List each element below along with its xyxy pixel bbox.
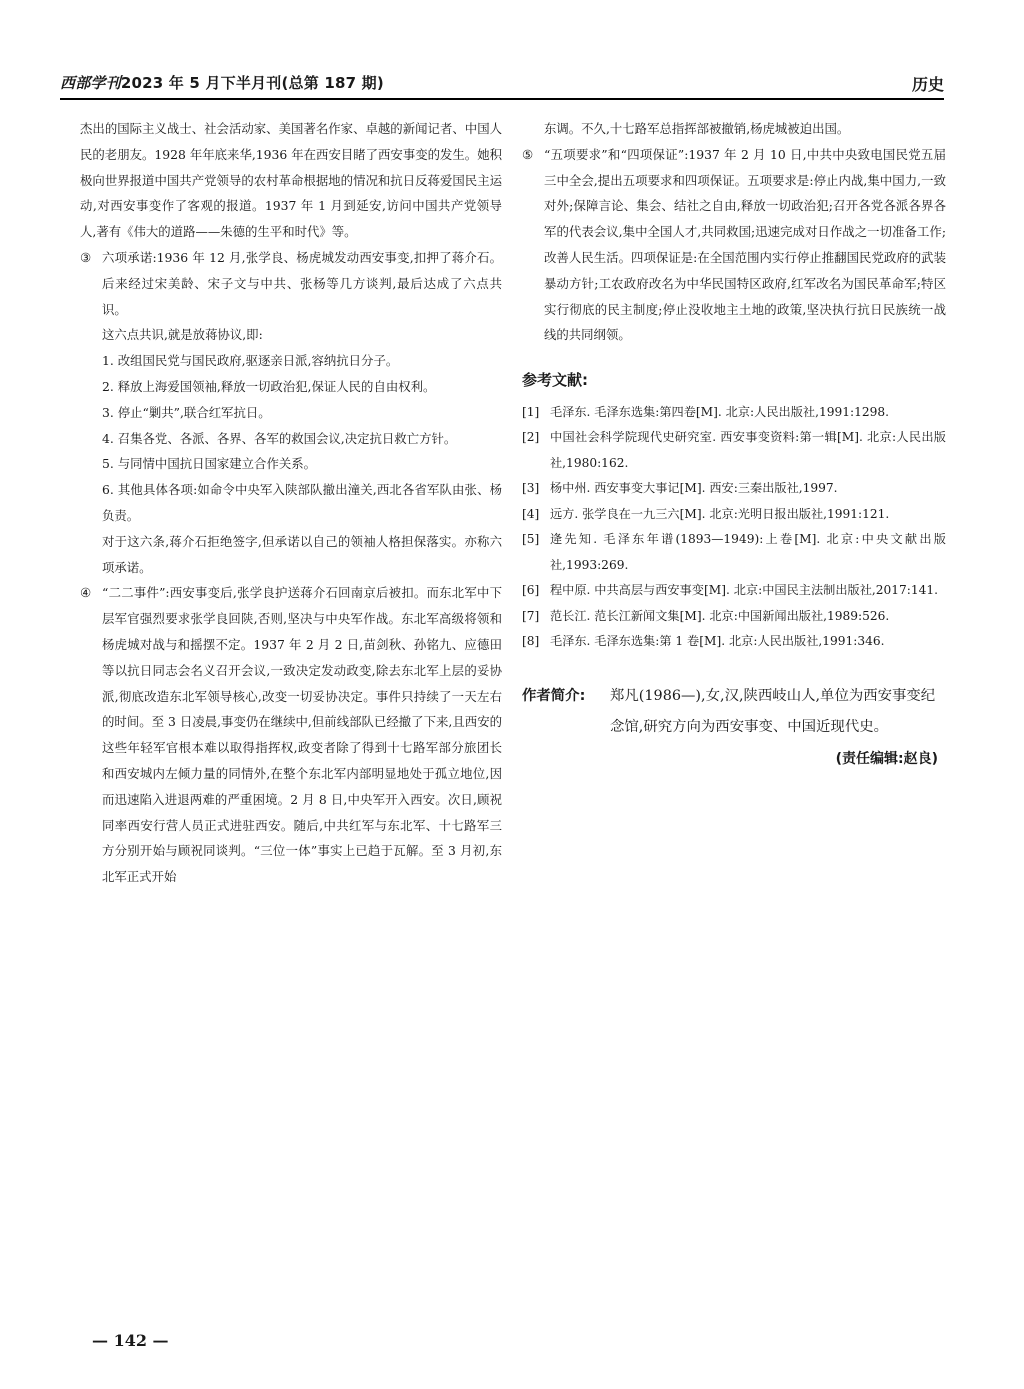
note-2-continuation: 杰出的国际主义战士、社会活动家、美国著名作家、卓越的新闻记者、中国人民的老朋友。1928 年年底来华,1936 年在西安目睹了西安事变的发生。她积极向世界报道中国共产党领导的农村革命根据地的情况和抗日反蒋爱国民主运动,对西安事变作了客观的报道。1937 年 1 月到延安,访问中国共产党领导人,著有《伟大的道路——朱德的生平和时代》等。	[80, 121, 502, 240]
page-header	[60, 72, 944, 98]
note-3-marker: ③	[80, 249, 92, 265]
reference-item	[522, 476, 946, 502]
list-item: 6. 其他具体各项:如命令中央军入陕部队撤出潼关,西北各省军队由张、杨负责。	[102, 482, 502, 523]
note-5-text: “五项要求”和“四项保证”:1937 年 2 月 10 日,中共中央致电国民党五届三中全会,提出五项要求和四项保证。五项要求是:停止内战,集中国力,一致对外;保障言论、集会、结社之自由,释放一切政治犯;召开各党各派各界各军的代表会议,集中全国人才,共同救国;迅速完成对日作战之一切准备工作;改善人民生活。四项保证是:在全国范围内实行停止推翻国民党政府的武装暴动方针;工农政府改名为中华民国特区政府,红军改名为国民革命军;特区实行彻底的民主制度;停止没收地主土地的政策,坚决执行抗日民族统一战线的共同纲领。	[544, 146, 946, 343]
responsible-editor: (责任编辑:赵良)	[835, 750, 938, 767]
author-bio-label: 作者简介:	[522, 687, 586, 704]
note-4-continuation: 东调。不久,十七路军总指挥部被撤销,杨虎城被迫出国。	[544, 121, 850, 136]
note-3	[80, 245, 502, 322]
note-4-text: “二二事件”:西安事变后,张学良护送蒋介石回南京后被扣。而东北军中下层军官强烈要求张学良回陕,否则,坚决与中央军作战。东北军高级将领和杨虎城对战与和摇摆不定。1937 年 2 月 2 日,苗剑秋、孙铭九、应德田等以抗日同志会名义召开会议,一致决定发动政变,除去东北军上层的妥协派,彻底改造东北军领导核心,改变一切妥协决定。事件只持续了一天左右的时间。至 3 日凌晨,事变仍在继续中,但前线部队已经撤了下来,且西安的这些年轻军官根本难以取得指挥权,政变者除了得到十七路军部分旅团长和西安城内左倾力量的同情外,在整个东北军内部明显地处于孤立地位,因而迅速陷入进退两难的严重困境。2 月 8 日,中央军开入西安。次日,顾祝同率西安行营人员正式进驻西安。随后,中共红军与东北军、十七路军三方分别开始与顾祝同谈判。“三位一体”事实上已趋于瓦解。至 3 月初,东北军正式开始	[102, 585, 502, 885]
author-bio-text: 郑凡(1986—),女,汉,陕西岐山人,单位为西安事变纪念馆,研究方向为西安事变、中国近现代史。	[610, 687, 936, 735]
journal-logo: 西部学刊	[60, 74, 121, 92]
reference-text: 远方. 张学良在一九三六[M]. 北京:光明日报出版社,1991:121.	[550, 506, 890, 521]
reference-text: 范长江. 范长江新闻文集[M]. 北京:中国新闻出版社,1989:526.	[550, 608, 890, 623]
page-number: — 142 —	[92, 1331, 169, 1350]
reference-number: [4]	[522, 506, 540, 521]
reference-text: 程中原. 中共高层与西安事变[M]. 北京:中国民主法制出版社,2017:141.	[550, 583, 939, 598]
reference-text: 中国社会科学院现代史研究室. 西安事变资料:第一辑[M]. 北京:人民出版社,1980:162.	[550, 430, 946, 470]
reference-item	[522, 425, 946, 476]
author-bio	[522, 681, 946, 743]
list-item: 5. 与同情中国抗日国家建立合作关系。	[102, 456, 317, 472]
reference-number: [7]	[522, 608, 540, 623]
note-3-text: 六项承诺:1936 年 12 月,张学良、杨虎城发动西安事变,扣押了蒋介石。后来经过宋美龄、宋子文与中共、张杨等几方谈判,最后达成了六点共识。	[102, 249, 502, 317]
reference-number: [5]	[522, 532, 540, 547]
list-item: 3. 停止“剿共”,联合红军抗日。	[102, 404, 271, 420]
reference-number: [3]	[522, 481, 540, 496]
journal-issue: 2023 年 5 月下半月刊(总第 187 期)	[120, 74, 384, 92]
journal-title	[60, 72, 384, 93]
note-5	[522, 142, 946, 348]
right-column	[522, 116, 946, 773]
reference-item	[522, 604, 946, 630]
reference-text: 杨中州. 西安事变大事记[M]. 西安:三秦出版社,1997.	[550, 481, 838, 496]
note-4	[80, 580, 502, 890]
header-rule	[60, 98, 944, 100]
reference-number: [6]	[522, 583, 540, 598]
note-5-marker: ⑤	[522, 146, 534, 162]
reference-number: [1]	[522, 404, 540, 419]
reference-item	[522, 527, 946, 578]
references-heading: 参考文献:	[522, 371, 588, 390]
reference-item	[522, 502, 946, 528]
list-item: 2. 释放上海爱国领袖,释放一切政治犯,保证人民的自由权利。	[102, 378, 436, 394]
left-column	[80, 116, 502, 890]
reference-text: 逄先知. 毛泽东年谱(1893—1949):上卷[M]. 北京:中央文献出版社,1993:269.	[550, 532, 946, 572]
reference-text: 毛泽东. 毛泽东选集:第四卷[M]. 北京:人民出版社,1991:1298.	[550, 404, 889, 419]
note-3-end: 对于这六条,蒋介石拒绝签字,但承诺以自己的领袖人格担保落实。亦称六项承诺。	[102, 533, 502, 575]
reference-number: [8]	[522, 634, 540, 649]
note-3-intro: 这六点共识,就是放蒋协议,即:	[102, 327, 263, 343]
reference-item	[522, 629, 946, 655]
list-item: 4. 召集各党、各派、各界、各军的救国会议,决定抗日救亡方针。	[102, 430, 457, 446]
list-item: 1. 改组国民党与国民政府,驱逐亲日派,容纳抗日分子。	[102, 353, 399, 369]
reference-number: [2]	[522, 430, 540, 445]
note-4-marker: ④	[80, 585, 92, 601]
reference-text: 毛泽东. 毛泽东选集:第 1 卷[M]. 北京:人民出版社,1991:346.	[550, 634, 885, 649]
reference-item	[522, 400, 946, 426]
section-name: 历史	[911, 75, 944, 94]
reference-item	[522, 578, 946, 604]
